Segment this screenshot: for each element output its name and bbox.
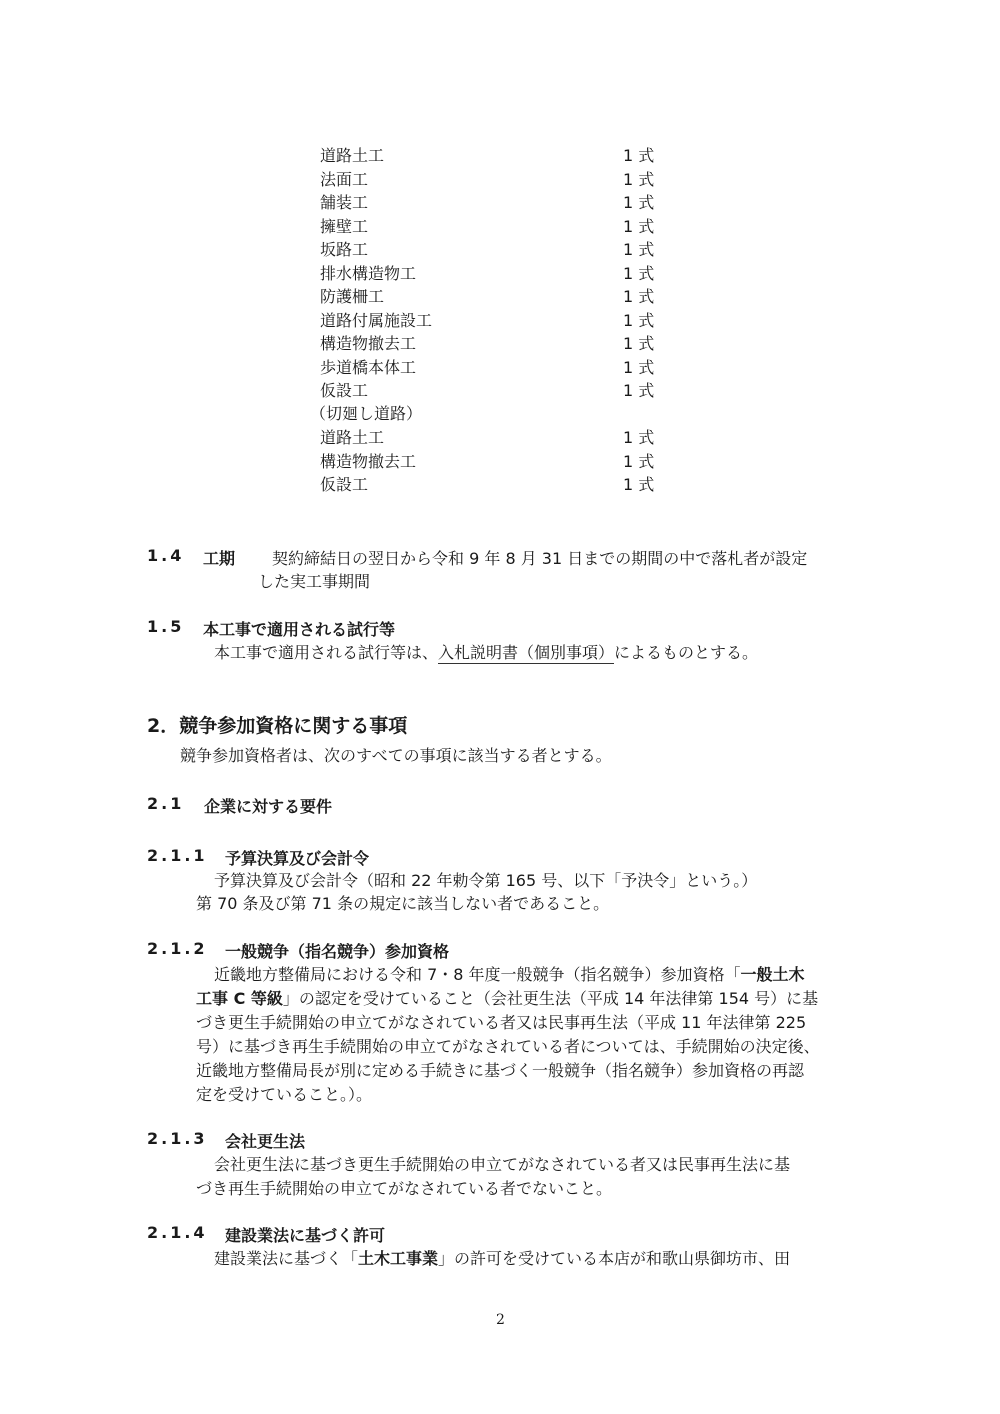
work-item-name: 仮設工 bbox=[320, 381, 369, 400]
section-2-1-4-number: 2.1.4 bbox=[147, 1223, 208, 1242]
section-1-4-text-line: 契約締結日の翌日から令和 9 年 8 月 31 日までの期間の中で落札者が設定 bbox=[272, 549, 808, 568]
work-item-name: 道路付属施設工 bbox=[320, 311, 433, 330]
work-item-name: 仮設工 bbox=[320, 475, 369, 494]
work-item-qty: 1 式 bbox=[623, 193, 655, 212]
section-2-1-2-text-line bbox=[214, 962, 805, 985]
section-2-1-4-text-post: 」の許可を受けている本店が和歌山県御坊市、田 bbox=[438, 1249, 791, 1268]
section-1-4-text-line: した実工事期間 bbox=[258, 572, 371, 591]
work-item-name: 道路土工 bbox=[320, 428, 385, 447]
section-2-1-4-title: 建設業法に基づく許可 bbox=[225, 1226, 386, 1245]
section-2-1-number: 2.1 bbox=[147, 794, 185, 813]
section-1-4-number: 1.4 bbox=[147, 546, 185, 565]
work-item-qty: 1 式 bbox=[623, 334, 655, 353]
work-item-name: 構造物撤去工 bbox=[320, 452, 417, 471]
work-item-name: 排水構造物工 bbox=[320, 264, 417, 283]
section-2-1-2-text-line: 号）に基づき再生手続開始の申立てがなされている者については、手続開始の決定後、 bbox=[196, 1037, 820, 1056]
work-item-name: 歩道橋本体工 bbox=[320, 358, 417, 377]
section-2-1-2-number: 2.1.2 bbox=[147, 939, 208, 958]
section-1-5-number: 1.5 bbox=[147, 617, 185, 636]
section-2-1-1-number: 2.1.1 bbox=[147, 846, 208, 865]
section-2-1-3-title: 会社更生法 bbox=[225, 1132, 306, 1151]
work-item-qty: 1 式 bbox=[623, 452, 655, 471]
section-2-1-2-text-pre: 近畿地方整備局における令和 7・8 年度一般競争（指名競争）参加資格「 bbox=[214, 965, 741, 984]
work-item-qty: 1 式 bbox=[623, 240, 655, 259]
section-2-1-3-text-line: づき再生手続開始の申立てがなされている者でないこと。 bbox=[196, 1179, 613, 1198]
work-item-qty: 1 式 bbox=[623, 217, 655, 236]
section-2-1-2-text-line: 定を受けていること。）。 bbox=[196, 1085, 373, 1104]
section-1-5-title: 本工事で適用される試行等 bbox=[203, 620, 396, 639]
work-item-name: 構造物撤去工 bbox=[320, 334, 417, 353]
section-2-1-2-text-line: づき更生手続開始の申立てがなされている者又は民事再生法（平成 11 年法律第 225 bbox=[196, 1013, 807, 1032]
work-item-qty: 1 式 bbox=[623, 428, 655, 447]
section-2-1-title: 企業に対する要件 bbox=[204, 797, 333, 816]
section-2-1-1-text-line: 第 70 条及び第 71 条の規定に該当しない者であること。 bbox=[196, 894, 610, 913]
detour-heading: （切廻し道路） bbox=[310, 404, 423, 423]
section-2-1-4-text-line bbox=[214, 1246, 790, 1269]
section-2-1-1-text-line: 予算決算及び会計令（昭和 22 年勅令第 165 号、以下「予決令」という。） bbox=[214, 871, 758, 890]
section-1-5-text-pre: 本工事で適用される試行等は、 bbox=[214, 643, 439, 662]
work-item-qty: 1 式 bbox=[623, 381, 655, 400]
section-2-heading: 2．競争参加資格に関する事項 bbox=[147, 715, 408, 737]
section-2-1-1-title: 予算決算及び会計令 bbox=[225, 849, 370, 868]
work-item-name: 防護柵工 bbox=[320, 287, 385, 306]
section-1-5-text-post: によるものとする。 bbox=[614, 643, 759, 662]
work-item-qty: 1 式 bbox=[623, 475, 655, 494]
work-item-name: 法面工 bbox=[320, 170, 369, 189]
section-2-1-2-text-post: 」の認定を受けていること（会社更生法（平成 14 年法律第 154 号）に基 bbox=[282, 989, 819, 1008]
section-2-intro: 競争参加資格者は、次のすべての事項に該当する者とする。 bbox=[180, 746, 612, 765]
section-2-1-3-text-line: 会社更生法に基づき更生手続開始の申立てがなされている者又は民事再生法に基 bbox=[214, 1155, 791, 1174]
explanation-document-link[interactable]: 入札説明書（個別事項） bbox=[438, 643, 615, 662]
section-1-4-title: 工期 bbox=[203, 549, 236, 568]
section-2-1-2-title: 一般競争（指名競争）参加資格 bbox=[225, 942, 450, 961]
work-item-qty: 1 式 bbox=[623, 264, 655, 283]
section-2-1-2-text-line bbox=[196, 986, 818, 1009]
section-2-1-2-text-line: 近畿地方整備局長が別に定める手続きに基づく一般競争（指名競争）参加資格の再認 bbox=[196, 1061, 805, 1080]
section-2-1-3-number: 2.1.3 bbox=[147, 1129, 208, 1148]
work-item-qty: 1 式 bbox=[623, 311, 655, 330]
work-item-qty: 1 式 bbox=[623, 287, 655, 306]
section-2-1-4-text-pre: 建設業法に基づく「 bbox=[214, 1249, 359, 1268]
work-item-name: 擁壁工 bbox=[320, 217, 369, 236]
work-item-name: 道路土工 bbox=[320, 146, 385, 165]
page-number: 2 bbox=[496, 1312, 505, 1328]
work-item-qty: 1 式 bbox=[623, 358, 655, 377]
license-type-bold: 土木工事業 bbox=[358, 1249, 439, 1268]
qualification-grade-bold: 工事 C 等級 bbox=[196, 989, 283, 1008]
section-1-5-text bbox=[214, 640, 758, 663]
work-item-qty: 1 式 bbox=[623, 170, 655, 189]
work-item-qty: 1 式 bbox=[623, 146, 655, 165]
qualification-grade-bold: 一般土木 bbox=[740, 965, 805, 984]
work-item-name: 坂路工 bbox=[320, 240, 369, 259]
work-item-name: 舗装工 bbox=[320, 193, 369, 212]
